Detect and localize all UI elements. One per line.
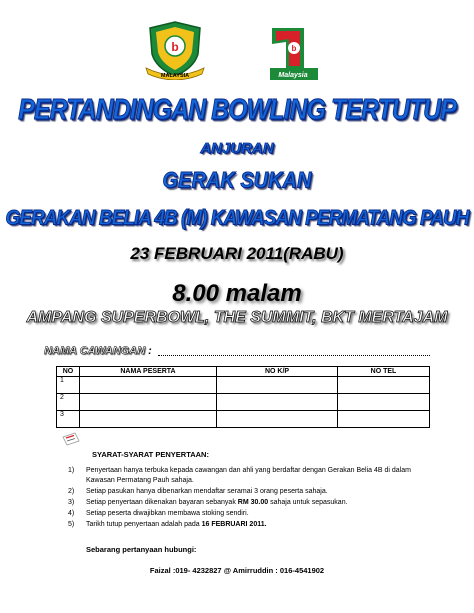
svg-text:b: b (291, 44, 297, 53)
enquiry-label: Sebarang pertanyaan hubungi: (86, 545, 197, 554)
note-icon (62, 432, 80, 446)
event-venue: AMPANG SUPERBOWL, THE SUMMIT, BKT MERTAJAM (26, 309, 448, 326)
participant-phone-cell[interactable] (338, 411, 430, 428)
col-header-kp: NO K/P (217, 367, 338, 377)
participant-name-cell[interactable] (80, 377, 217, 394)
col-header-no: NO (57, 367, 80, 377)
malaysia-crest-logo (142, 20, 208, 80)
row-no: 1 (57, 377, 80, 394)
participant-name-cell[interactable] (80, 411, 217, 428)
organizer-full: GERAKAN BELIA 4B (M) KAWASAN PERMATANG PAUH (5, 206, 469, 230)
participant-ic-cell[interactable] (217, 377, 338, 394)
anjuran-label: ANJURAN (200, 140, 274, 157)
list-item: 5) Tarikh tutup penyertaan adalah pada 16 FEBRUARI 2011. (68, 521, 267, 528)
table-row (57, 411, 430, 428)
rules-list (68, 466, 428, 531)
table-header-row (57, 367, 430, 377)
event-title: PERTANDINGAN BOWLING TERTUTUP (18, 93, 456, 127)
participant-name-cell[interactable] (80, 394, 217, 411)
participant-phone-cell[interactable] (338, 394, 430, 411)
syarat-title: SYARAT-SYARAT PENYERTAAN: (92, 450, 209, 459)
list-item: 3) Setiap penyertaan dikenakan bayaran sebanyak RM 30.00 sahaja untuk sepasukan. (68, 499, 348, 506)
branch-colon: : (148, 345, 152, 357)
list-item: 1) Penyertaan hanya terbuka kepada cawangan dan ahli yang berdaftar dengan Gerakan Belia 4B di dalam Kawasan Permatang Pauh sahaja. (68, 467, 411, 484)
participant-ic-cell[interactable] (217, 394, 338, 411)
row-no: 3 (57, 411, 80, 428)
1malaysia-text: Malaysia (278, 72, 308, 79)
row-no: 2 (57, 394, 80, 411)
svg-text:b: b (171, 40, 179, 54)
branch-label (44, 345, 152, 357)
branch-name-field[interactable] (158, 355, 430, 356)
1malaysia-logo (262, 24, 324, 82)
list-item: 4) Setiap peserta diwajibkan membawa stoking sendiri. (68, 510, 249, 517)
branch-label-text: NAMA CAWANGAN (44, 345, 146, 357)
table-row (57, 377, 430, 394)
col-header-nama: NAMA PESERTA (80, 367, 217, 377)
contact-info: Faizal :019- 4232827 @ Amirruddin : 016-4541902 (149, 566, 325, 575)
list-item: 2) Setiap pasukan hanya dibenarkan mendaftar seramai 3 orang peserta sahaja. (68, 488, 328, 495)
table-row (57, 394, 430, 411)
event-date: 23 FEBRUARI 2011(RABU) (130, 244, 344, 263)
participant-phone-cell[interactable] (338, 377, 430, 394)
participant-table (56, 366, 430, 428)
crest-banner-text: MALAYSIA (160, 73, 190, 79)
event-time: 8.00 malam (172, 280, 302, 307)
col-header-tel: NO TEL (338, 367, 430, 377)
participant-ic-cell[interactable] (217, 411, 338, 428)
organizer-name: GERAK SUKAN (162, 168, 312, 194)
